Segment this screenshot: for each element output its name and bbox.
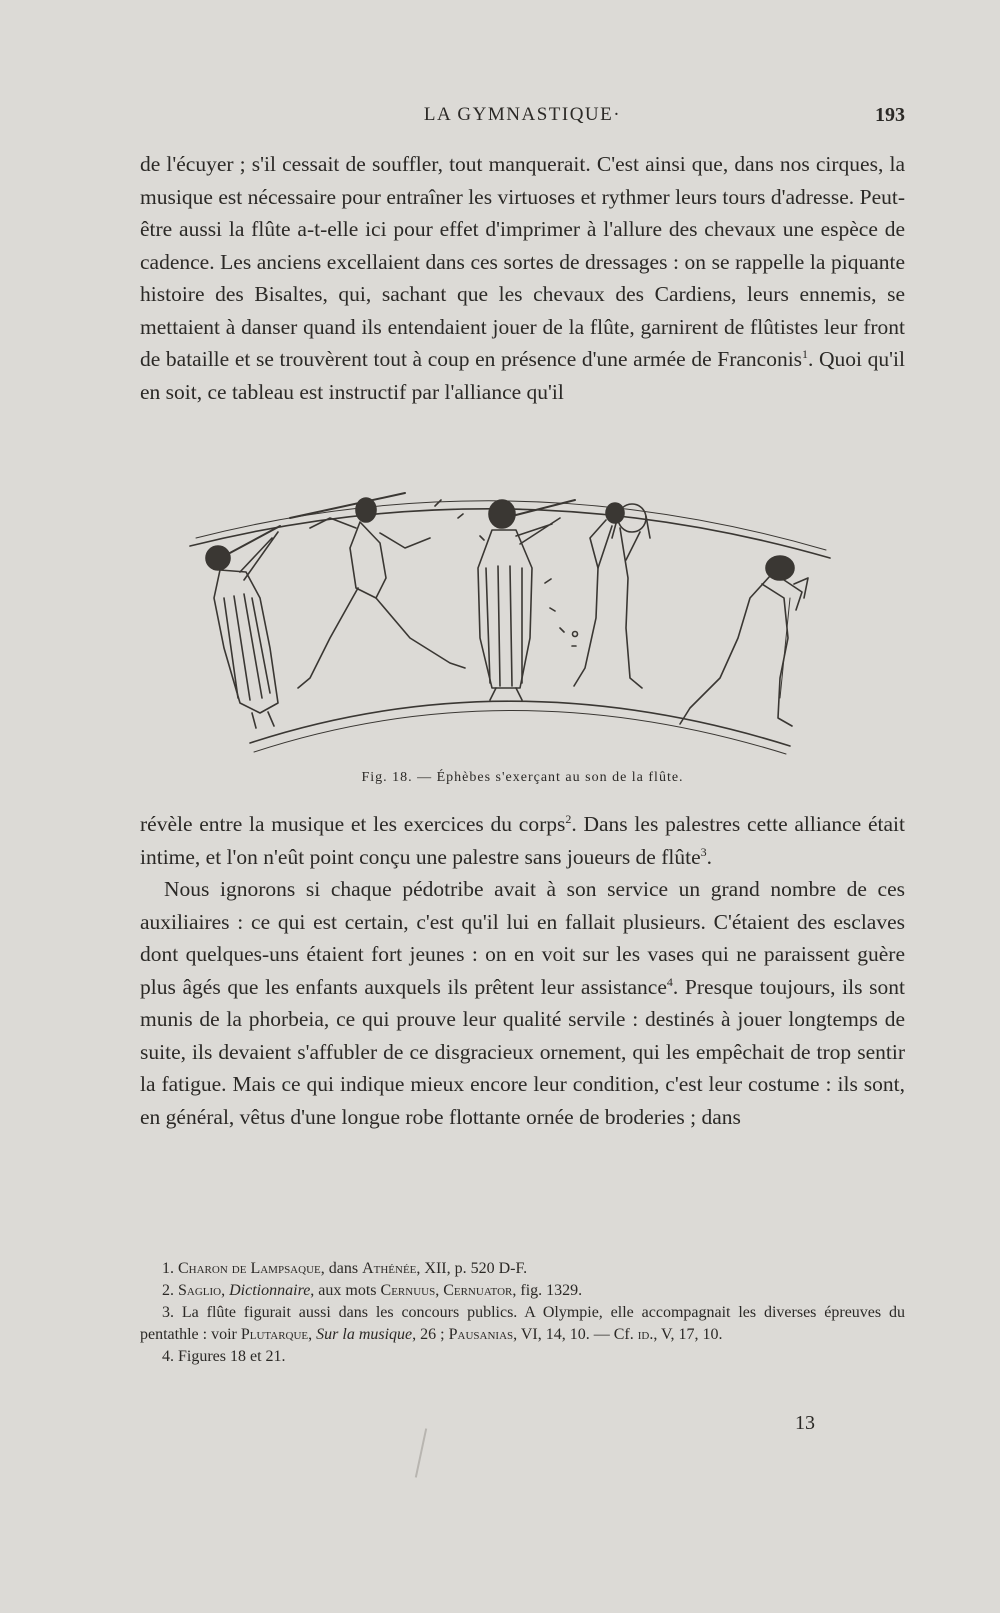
page-number: 193 (875, 104, 905, 126)
footnote-1: 1. Charon de Lampsaque, dans Athénée, XII, p. 520 D-F. (162, 1260, 528, 1277)
paragraph: de l'écuyer ; s'il cessait de souffler, tout manquerait. C'est ainsi que, dans nos cirques, la musique est nécessaire pour entraîner les virtuoses et rythmer leurs tours d'adresse. Peut-être aussi la flûte a-t-elle ici pour effet d'imprimer à l'allure des chevaux une espèce de cadence. Les anciens excellaient dans ces sortes de dressages : on se rappelle la piquante histoire des Bisaltes, qui, sachant que les chevaux des Cardiens, leurs ennemis, se mettaient à danser quand ils entendaient jouer de la flûte, garnirent de flûtistes leur front de bataille et se trouvèrent tout à coup en présence d'une armée de Franconis$^1$. Quoi qu'il en soit, ce tableau est instructif par l'alliance qu'il (140, 152, 905, 404)
figure-caption: Fig. 18. — Éphèbes s'exerçant au son de la flûte. (361, 770, 684, 785)
running-title: LA GYMNASTIQUE· (423, 104, 622, 125)
paper-scratch (415, 1428, 427, 1477)
body-text-bottom (140, 808, 905, 1133)
signature-mark: 13 (795, 1412, 815, 1434)
paragraph: révèle entre la musique et les exercices du corps$^2$. Dans les palestres cette alliance était intime, et l'on n'eût point conçu une palestre sans joueurs de flûte$^3$. (140, 811, 905, 869)
page-header (140, 104, 905, 134)
footnote-ref[interactable]: 1 (802, 346, 809, 361)
footnote-3: 3. La flûte figurait aussi dans les concours publics. A Olympie, elle accompagnait les diverses épreuves du pentathle : voir Plutarque, Sur la musique, 26 ; Pausanias, VI, 14, 10. — Cf. id., V, 17, 10. (140, 1304, 906, 1343)
footnote-ref[interactable]: 4 (666, 974, 673, 989)
footnotes (140, 1258, 905, 1368)
body-text-top (140, 148, 905, 408)
footnote-ref[interactable]: 3 (700, 844, 707, 859)
footnote-2: 2. Saglio, Dictionnaire, aux mots Cernuus, Cernuator, fig. 1329. (162, 1282, 583, 1299)
footnote-ref[interactable]: 2 (565, 811, 572, 826)
footnote-4: 4. Figures 18 et 21. (162, 1348, 286, 1365)
figure-illustration (180, 488, 855, 758)
vase-painting-illustration (180, 488, 855, 758)
paragraph: Nous ignorons si chaque pédotribe avait à son service un grand nombre de ces auxiliaires : ce qui est certain, c'est qu'il lui en fallait plusieurs. C'étaient des esclaves dont quelques-uns étaient fort jeunes : on en voit sur les vases qui ne paraissent guère plus âgés que les enfants auxquels ils prêtent leur assistance$^4$. Presque toujours, ils sont munis de la phorbeia, ce qui prouve leur qualité servile : destinés à jouer longtemps de suite, ils devaient s'affubler de ce disgracieux ornement, qui les empêchait de trop sentir la fatigue. Mais ce qui indique mieux encore leur condition, c'est leur costume : ils sont, en général, vêtus d'une longue robe flottante ornée de broderies ; dans (140, 877, 905, 1129)
lower-border-arc (250, 701, 790, 746)
